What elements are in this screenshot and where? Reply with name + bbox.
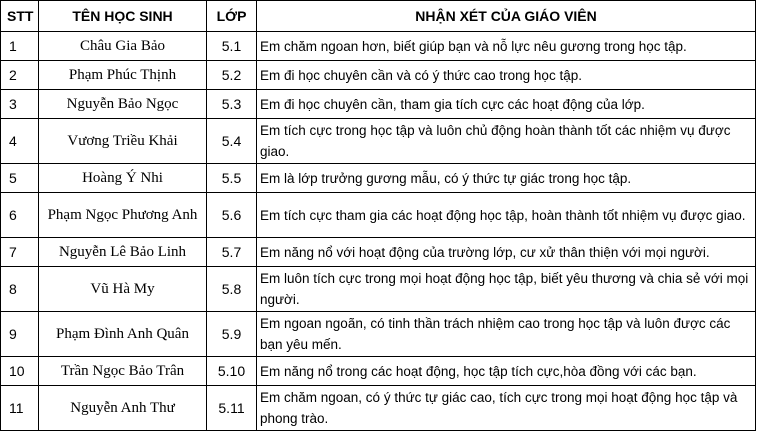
row-comment: Em chăm ngoan hơn, biết giúp bạn và nỗ lực nêu gương trong học tập. [257, 32, 756, 61]
row-student-name: Trần Ngọc Bảo Trân [39, 357, 207, 386]
row-class: 5.8 [207, 267, 257, 312]
row-student-name: Hoàng Ý Nhi [39, 164, 207, 193]
row-stt: 1 [1, 32, 39, 61]
table-row [1, 90, 756, 119]
row-stt: 2 [1, 61, 39, 90]
table-row [1, 357, 756, 386]
table-row [1, 193, 756, 238]
row-class: 5.3 [207, 90, 257, 119]
row-comment: Em ngoan ngoãn, có tinh thần trách nhiệm cao trong học tập và luôn được các bạn yêu mến. [257, 312, 756, 357]
header-row [1, 1, 756, 32]
row-student-name: Vũ Hà My [39, 267, 207, 312]
table-row [1, 386, 756, 431]
row-class: 5.7 [207, 238, 257, 267]
row-comment: Em chăm ngoan, có ý thức tự giác cao, tích cực trong mọi hoạt động học tập và phong trào. [257, 386, 756, 431]
row-stt: 3 [1, 90, 39, 119]
row-stt: 5 [1, 164, 39, 193]
row-class: 5.9 [207, 312, 257, 357]
row-comment: Em tích cực trong học tập và luôn chủ động hoàn thành tốt các nhiệm vụ được giao. [257, 119, 756, 164]
row-comment: Em đi học chuyên cần, tham gia tích cực các hoạt động của lớp. [257, 90, 756, 119]
row-comment: Em đi học chuyên cần và có ý thức cao trong học tập. [257, 61, 756, 90]
row-comment: Em tích cực tham gia các hoạt động học tập, hoàn thành tốt nhiệm vụ được giao. [257, 193, 756, 238]
table-row [1, 267, 756, 312]
row-student-name: Phạm Ngọc Phương Anh [39, 193, 207, 238]
row-comment: Em luôn tích cực trong mọi hoạt động học tập, biết yêu thương và chia sẻ với mọi người. [257, 267, 756, 312]
row-student-name: Phạm Phúc Thịnh [39, 61, 207, 90]
row-stt: 4 [1, 119, 39, 164]
row-stt: 9 [1, 312, 39, 357]
row-comment: Em năng nổ trong các hoạt động, học tập tích cực,hòa đồng với các bạn. [257, 357, 756, 386]
header-student-name: TÊN HỌC SINH [39, 1, 207, 32]
row-class: 5.1 [207, 32, 257, 61]
row-stt: 6 [1, 193, 39, 238]
row-class: 5.5 [207, 164, 257, 193]
row-stt: 10 [1, 357, 39, 386]
row-class: 5.10 [207, 357, 257, 386]
header-class: LỚP [207, 1, 257, 32]
header-stt: STT [1, 1, 39, 32]
row-student-name: Phạm Đình Anh Quân [39, 312, 207, 357]
table-row [1, 238, 756, 267]
row-student-name: Vương Triều Khải [39, 119, 207, 164]
header-teacher-comment: NHẬN XÉT CỦA GIÁO VIÊN [257, 1, 756, 32]
table-row [1, 61, 756, 90]
row-class: 5.4 [207, 119, 257, 164]
table-row [1, 164, 756, 193]
row-stt: 8 [1, 267, 39, 312]
row-class: 5.2 [207, 61, 257, 90]
table-row [1, 312, 756, 357]
row-class: 5.11 [207, 386, 257, 431]
row-stt: 11 [1, 386, 39, 431]
row-student-name: Nguyễn Bảo Ngọc [39, 90, 207, 119]
row-stt: 7 [1, 238, 39, 267]
table-row [1, 32, 756, 61]
row-comment: Em năng nổ với hoạt động của trường lớp, cư xử thân thiện với mọi người. [257, 238, 756, 267]
row-class: 5.6 [207, 193, 257, 238]
row-comment: Em là lớp trưởng gương mẫu, có ý thức tự giác trong học tập. [257, 164, 756, 193]
row-student-name: Châu Gia Bảo [39, 32, 207, 61]
row-student-name: Nguyễn Lê Bảo Linh [39, 238, 207, 267]
table-row [1, 119, 756, 164]
row-student-name: Nguyễn Anh Thư [39, 386, 207, 431]
